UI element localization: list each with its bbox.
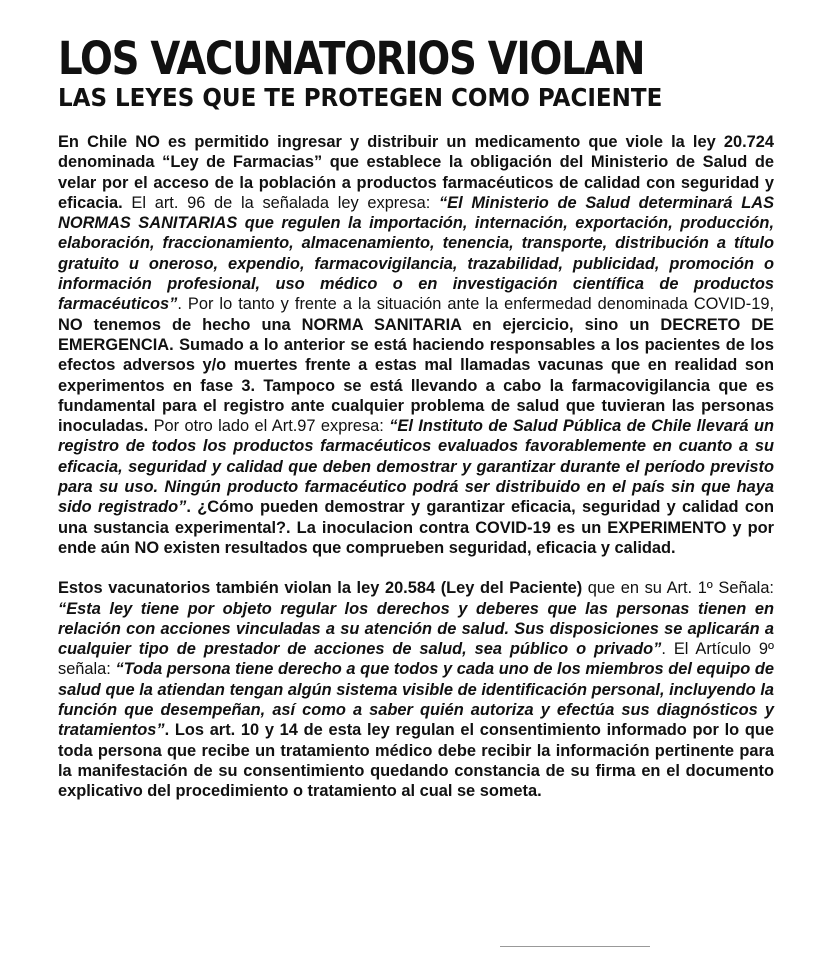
p2-quote-art1: “Esta ley tiene por objeto regular los derechos y deberes que las personas tienen en relación con acciones vinculadas a su atención de salud. Sus disposiciones se aplicarán a cualquier tipo de prestador de acciones de salud, sea público o privado”	[58, 599, 774, 659]
p2-text: que en su Art. 1º Señala:	[582, 579, 774, 598]
p1-bold-intro: En Chile NO es permitido ingresar y distribuir un medicamento que viole la ley 20.724 denominada “Ley de Farmacias” que establece la obligación del Ministerio de Salud de velar por el acceso de la población a productos farmacéuticos de calidad con seguridad y eficacia.	[58, 133, 774, 212]
p2-text-2: . El Artículo 9º señala:	[58, 640, 774, 679]
cut-off-fragment	[500, 946, 650, 949]
p1-bold-conclusion: . ¿Cómo pueden demostrar y garantizar eficacia, seguridad y calidad con una sustancia experimental?. La inoculacion contra COVID-19 es un EXPERIMENTO y por ende aún NO existen resultados que comprueben seguridad, eficacia y calidad.	[58, 498, 774, 557]
paragraph-ley-paciente	[58, 578, 774, 801]
p1-quote-art97: “El Instituto de Salud Pública de Chile llevará un registro de todos los productos farmacéuticos evaluados favorablemente en cuanto a su eficacia, seguridad y calidad que deben demostrar y garantizar durante el período previsto para su uso. Ningún producto farmacéutico podrá ser distribuido en el país sin que haya sido registrado”	[58, 417, 774, 517]
p1-bold-covid: NO tenemos de hecho una NORMA SANITARIA en ejercicio, sino un DECRETO DE EMERGENCIA. Sumado a lo anterior se está haciendo responsables a los pacientes de los efectos adversos y/o muertes frente a estas mal llamadas vacunas que en realidad son experimentos en fase 3. Tampoco se está llevando a cabo la farmacovigilancia que es fundamental para el registro ante cualquier problema de salud que tuvieran las personas inoculadas.	[58, 315, 774, 436]
p1-text: El art. 96 de la señalada ley expresa:	[122, 193, 439, 212]
p1-quote-art96: “El Ministerio de Salud determinará LAS NORMAS SANITARIAS que regulen la importación, internación, exportación, producción, elaboración, fraccionamiento, almacenamiento, tenencia, transporte, distribución a título gratuito u oneroso, expendio, farmacovigilancia, trazabilidad, publicidad, promoción o información profesional, uso médico o en investigación científica de productos farmacéuticos”	[58, 193, 774, 314]
headline: LOS VACUNATORIOS VIOLAN	[58, 32, 645, 85]
p2-bold-intro: Estos vacunatorios también violan la ley 20.584 (Ley del Paciente)	[58, 579, 583, 598]
p1-text-3: Por otro lado el Art.97 expresa:	[148, 417, 390, 436]
p2-bold-conclusion: . Los art. 10 y 14 de esta ley regulan el consentimiento informado por lo que toda persona que recibe un tratamiento médico debe recibir la información pertinente para la manifestación de su consentimiento quedando constancia de su firma en el documento explicativo del procedimiento o tratamiento al cual se someta.	[58, 721, 774, 801]
paragraph-farmacias	[58, 132, 774, 558]
article	[58, 34, 774, 802]
p2-quote-art9: “Toda persona tiene derecho a que todos y cada uno de los miembros del equipo de salud que la atiendan tengan algún sistema visible de identificación personal, incluyendo la función que desempeñan, así como a saber quién autoriza y efectúa sus diagnósticos y tratamientos”	[58, 660, 774, 740]
p1-text-2: . Por lo tanto y frente a la situación ante la enfermedad denominada COVID-19,	[177, 295, 774, 314]
subheadline: LAS LEYES QUE TE PROTEGEN COMO PACIENTE	[58, 83, 663, 112]
